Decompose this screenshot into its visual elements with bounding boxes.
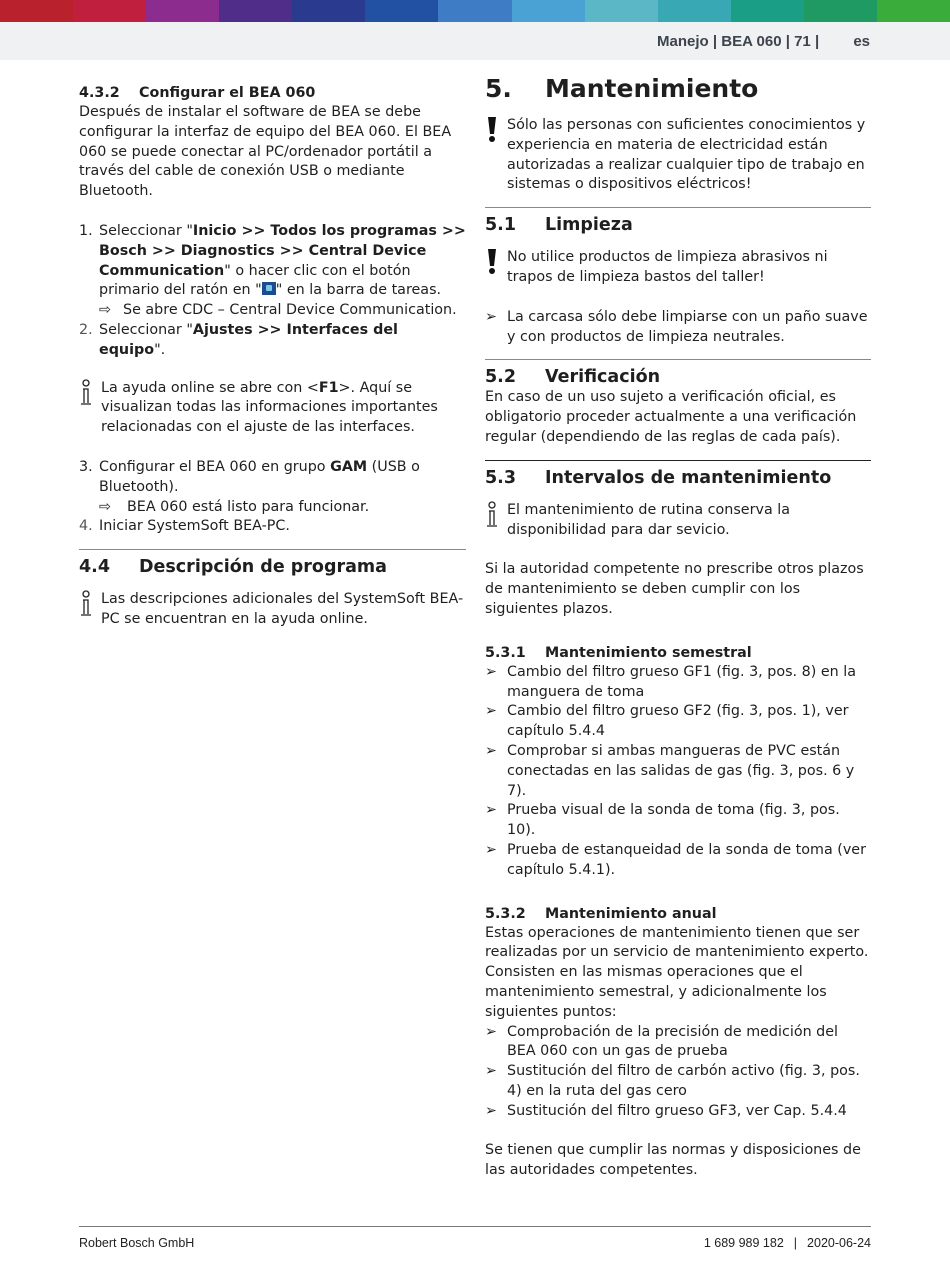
list-item: ➢ Prueba de estanqueidad de la sonda de toma (ver capítulo 5.4.1). (485, 841, 866, 878)
color-band-segment (731, 0, 805, 22)
list-item: ➢ Comprobación de la precisión de medición del BEA 060 con un gas de prueba (485, 1023, 839, 1060)
annual-paragraph: Estas operaciones de mantenimiento tienen que ser realizadas por un servicio de mantenimiento experto. Consisten en las mismas operaciones que el mantenimiento semestral, y adicionalmente los siguientes puntos: (485, 924, 869, 1020)
color-band-segment (292, 0, 366, 22)
color-band-segment (585, 0, 659, 22)
language-code: es (853, 33, 870, 50)
color-band-segment (0, 0, 74, 22)
step-1: 1. Seleccionar "Inicio >> Todos los programas >> Bosch >> Diagnostics >> Central Device Communication" o hacer clic con el botón primario del ratón en " " en la barra de tareas. ⇨ Se abre CDC – Central Device Communication. (79, 222, 466, 321)
bullet-arrow-icon: ➢ (485, 663, 497, 680)
footer-date: 2020-06-24 (807, 1236, 871, 1250)
info-icon (79, 379, 95, 407)
info-note-maintenance: El mantenimiento de rutina conserva la disponibilidad para dar sevicio. (485, 501, 871, 541)
info-note-online-help: Las descripciones adicionales del SystemSoft BEA-PC se encuentran en la ayuda online. (79, 590, 466, 630)
semestral-list (485, 663, 871, 881)
right-column (485, 74, 871, 1181)
closing-paragraph: Se tienen que cumplir las normas y disposiciones de las autoridades competentes. (485, 1142, 861, 1179)
bullet-arrow-icon: ➢ (485, 1102, 497, 1119)
color-band-segment (658, 0, 732, 22)
section-heading-4-4: 4.4 Descripción de programa (79, 549, 466, 578)
list-item: ➢ Cambio del filtro grueso GF2 (fig. 3, pos. 1), ver capítulo 5.4.4 (485, 703, 849, 740)
step-2: 2. Seleccionar "Ajustes >> Interfaces del equipo". (79, 321, 398, 358)
result-arrow-icon: ⇨ (99, 302, 111, 319)
page-header (0, 22, 950, 60)
annual-list (485, 1023, 871, 1122)
footer-meta (704, 1234, 871, 1254)
warning-note-cleaning: No utilice productos de limpieza abrasivos ni trapos de limpieza bastos del taller! (485, 248, 871, 288)
result-arrow-icon: ⇨ (99, 498, 111, 515)
list-item: ➢ Sustitución del filtro de carbón activo (fig. 3, pos. 4) en la ruta del gas cero (485, 1063, 860, 1099)
step-3: 3. Configurar el BEA 060 en grupo GAM (USB o Bluetooth). ⇨ BEA 060 está listo para funcionar. (79, 458, 466, 517)
section-heading-5-2: 5.2 Verificación (485, 359, 871, 388)
bullet-arrow-icon: ➢ (485, 308, 497, 325)
color-band-segment (219, 0, 293, 22)
bullet-arrow-icon: ➢ (485, 802, 497, 819)
bullet-arrow-icon: ➢ (485, 742, 497, 759)
step-list (79, 222, 466, 361)
color-band (0, 0, 950, 22)
warning-note-electric: Sólo las personas con suficientes conocimientos y experiencia en materia de electricidad están autorizadas a realizar cualquier tipo de trabajo en sistemas o dispositivos eléctricos! (485, 116, 871, 195)
chapter-heading-5: 5. Mantenimiento (485, 74, 759, 103)
color-band-segment (877, 0, 950, 22)
section-heading-4-3-2: 4.3.2 Configurar el BEA 060 (79, 85, 316, 101)
warning-exclamation-icon (485, 116, 501, 144)
color-band-segment (146, 0, 220, 22)
section-heading-5-3-2: 5.3.2 Mantenimiento anual (485, 905, 717, 922)
bullet-arrow-icon: ➢ (485, 1023, 497, 1040)
footer-docnum: 1 689 989 182 (703, 1236, 784, 1250)
running-title: Manejo | BEA 060 | 71 | (657, 33, 820, 50)
info-icon (485, 501, 501, 529)
info-note-f1: La ayuda online se abre con <F1>. Aquí se visualizan todas las informaciones importantes relacionadas con el ajuste de las interfaces. (79, 379, 466, 438)
color-band-segment (512, 0, 586, 22)
step-4: 4. Iniciar SystemSoft BEA-PC. (79, 518, 290, 535)
section-heading-5-1: 5.1 Limpieza (485, 207, 871, 236)
intro-paragraph: Después de instalar el software de BEA se debe configurar la interfaz de equipo del BEA 060. El BEA 060 se puede conectar al PC/ordenador portátil a través del cable de conexión USB o mediante Bluetooth. (79, 104, 452, 200)
color-band-segment (438, 0, 512, 22)
left-column (79, 80, 466, 630)
footer-rule (79, 1226, 871, 1227)
step-list-2 (79, 458, 466, 537)
step-3-result: ⇨ BEA 060 está listo para funcionar. (99, 498, 466, 518)
list-item: ➢ Prueba visual de la sonda de toma (fig. 3, pos. 10). (485, 802, 840, 839)
intervals-paragraph: Si la autoridad competente no prescribe otros plazos de mantenimiento se deben cumplir con los siguientes plazos. (485, 561, 864, 617)
color-band-segment (365, 0, 439, 22)
section-heading-5-3: 5.3 Intervalos de mantenimiento (485, 460, 871, 489)
cleaning-instruction: ➢ La carcasa sólo debe limpiarse con un paño suave y con productos de limpieza neutrales. (485, 308, 868, 345)
info-icon (79, 590, 95, 618)
list-item: ➢ Sustitución del filtro grueso GF3, ver Cap. 5.4.4 (485, 1102, 871, 1122)
warning-exclamation-icon (485, 248, 501, 276)
taskbar-cdc-icon (262, 282, 276, 295)
section-heading-5-3-1: 5.3.1 Mantenimiento semestral (485, 644, 752, 661)
footer-company: Robert Bosch GmbH (79, 1236, 195, 1250)
color-band-segment (804, 0, 878, 22)
bullet-arrow-icon: ➢ (485, 703, 497, 720)
list-item: ➢ Comprobar si ambas mangueras de PVC están conectadas en las salidas de gas (fig. 3, pos. 6 y 7). (485, 742, 855, 799)
bullet-arrow-icon: ➢ (485, 1063, 497, 1080)
step-1-result: ⇨ Se abre CDC – Central Device Communication. (99, 301, 466, 321)
verification-paragraph: En caso de un uso sujeto a verificación oficial, es obligatorio proceder actualmente a una verificación regular (dependiendo de las reglas de cada país). (485, 389, 857, 445)
color-band-segment (73, 0, 147, 22)
footer-separator: | (793, 1236, 798, 1250)
bullet-arrow-icon: ➢ (485, 841, 497, 858)
list-item: ➢ Cambio del filtro grueso GF1 (fig. 3, pos. 8) en la manguera de toma (485, 663, 856, 700)
